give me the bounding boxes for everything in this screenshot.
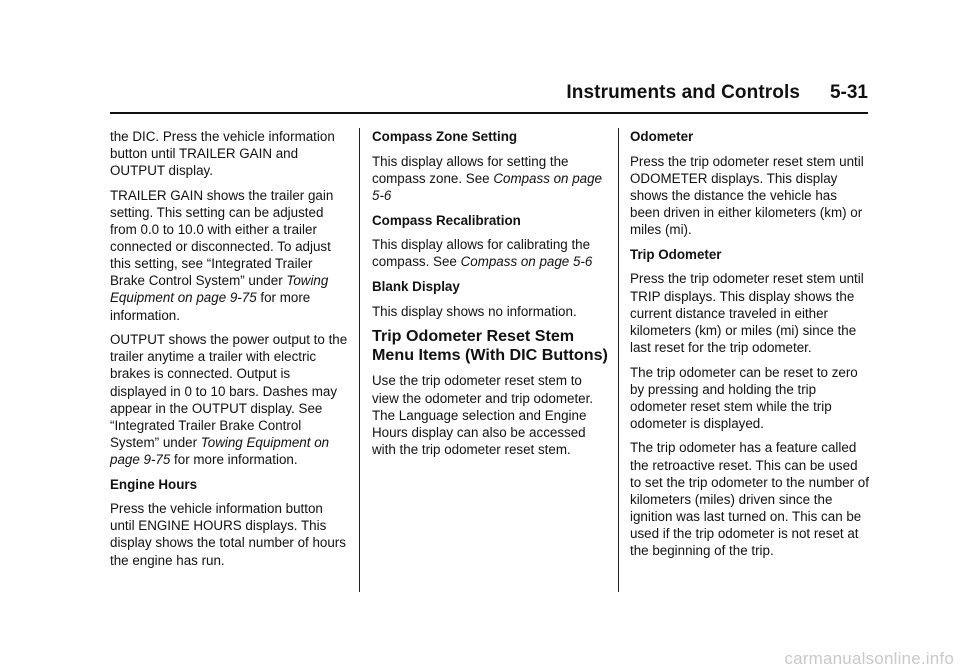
text: OUTPUT shows the power output to the trailer anytime a trailer with electric brakes is connected. Output is displayed in 0 to 10 bars. Dashes may appear in the OUTPUT display. See “Integrated Trailer Brake Control System” under	[110, 332, 348, 450]
engine-hours-heading: Engine Hours	[110, 476, 198, 492]
page-header	[110, 80, 868, 114]
text: for more information.	[170, 451, 298, 467]
text: TRAILER GAIN shows the trailer gain setting. This setting can be adjusted from 0.0 to 10.0 with either a trailer connected or disconnected. To adjust this setting, see “Integrated Trailer Brake Control System” under	[110, 187, 334, 289]
compass-zone-paragraph	[372, 153, 608, 204]
engine-hours-paragraph: Press the vehicle information button until ENGINE HOURS displays. This display shows the total number of hours the engine has run.	[110, 501, 346, 568]
retroactive-reset-paragraph: The trip odometer has a feature called the retroactive reset. This can be used to set the trip odometer to the number of kilometers (miles) driven since the ignition was last turned on. This can be used if the trip odometer is not reset at the beginning of the trip.	[630, 440, 869, 559]
blank-display-paragraph: This display shows no information.	[372, 303, 577, 319]
paragraph: the DIC. Press the vehicle information button until TRAILER GAIN and OUTPUT display.	[110, 129, 335, 179]
trip-odometer-menu-paragraph: Use the trip odometer reset stem to view the odometer and trip odometer. The Language selection and Engine Hours display can also be accessed with the trip odometer reset stem.	[372, 373, 594, 457]
trip-reset-paragraph: The trip odometer can be reset to zero by pressing and holding the trip odometer reset stem while the trip odometer is displayed.	[630, 364, 858, 431]
watermark: carmanualsonline.info	[784, 649, 954, 668]
column-3	[630, 128, 870, 567]
trip-odometer-heading: Trip Odometer	[630, 246, 722, 262]
section-title: Instruments and Controls	[566, 82, 800, 103]
text: This display allows for calibrating the compass. See	[372, 237, 591, 270]
column-divider	[359, 128, 360, 592]
compass-link[interactable]: Compass on page 5-6	[460, 254, 593, 270]
compass-recalibration-heading: Compass Recalibration	[372, 212, 521, 228]
trip-odometer-menu-heading: Trip Odometer Reset Stem Menu Items (With DIC Buttons)	[372, 327, 608, 365]
towing-equipment-link[interactable]: Towing Equipment on page 9-75	[110, 434, 330, 467]
trailer-gain-paragraph	[110, 187, 350, 324]
text: for more information.	[110, 290, 311, 323]
compass-link[interactable]: Compass on page 5-6	[372, 170, 603, 203]
odometer-heading: Odometer	[630, 129, 694, 144]
text: This display allows for setting the compass zone. See	[372, 153, 569, 186]
column-1	[110, 128, 350, 576]
output-paragraph	[110, 331, 350, 468]
column-2	[372, 128, 608, 465]
towing-equipment-link[interactable]: Towing Equipment on page 9-75	[110, 273, 329, 306]
column-divider	[618, 128, 619, 592]
compass-recalibration-paragraph	[372, 236, 608, 270]
blank-display-heading: Blank Display	[372, 279, 460, 295]
compass-zone-heading: Compass Zone Setting	[372, 129, 518, 144]
trip-odometer-paragraph: Press the trip odometer reset stem until TRIP displays. This display shows the current distance traveled in either kilometers (km) or miles (mi) since the last reset for the trip odometer.	[630, 271, 864, 355]
odometer-paragraph: Press the trip odometer reset stem until ODOMETER displays. This display shows the distance the vehicle has been driven in either kilometers (km) or miles (mi).	[630, 153, 864, 238]
page-number: 5-31	[829, 82, 868, 103]
